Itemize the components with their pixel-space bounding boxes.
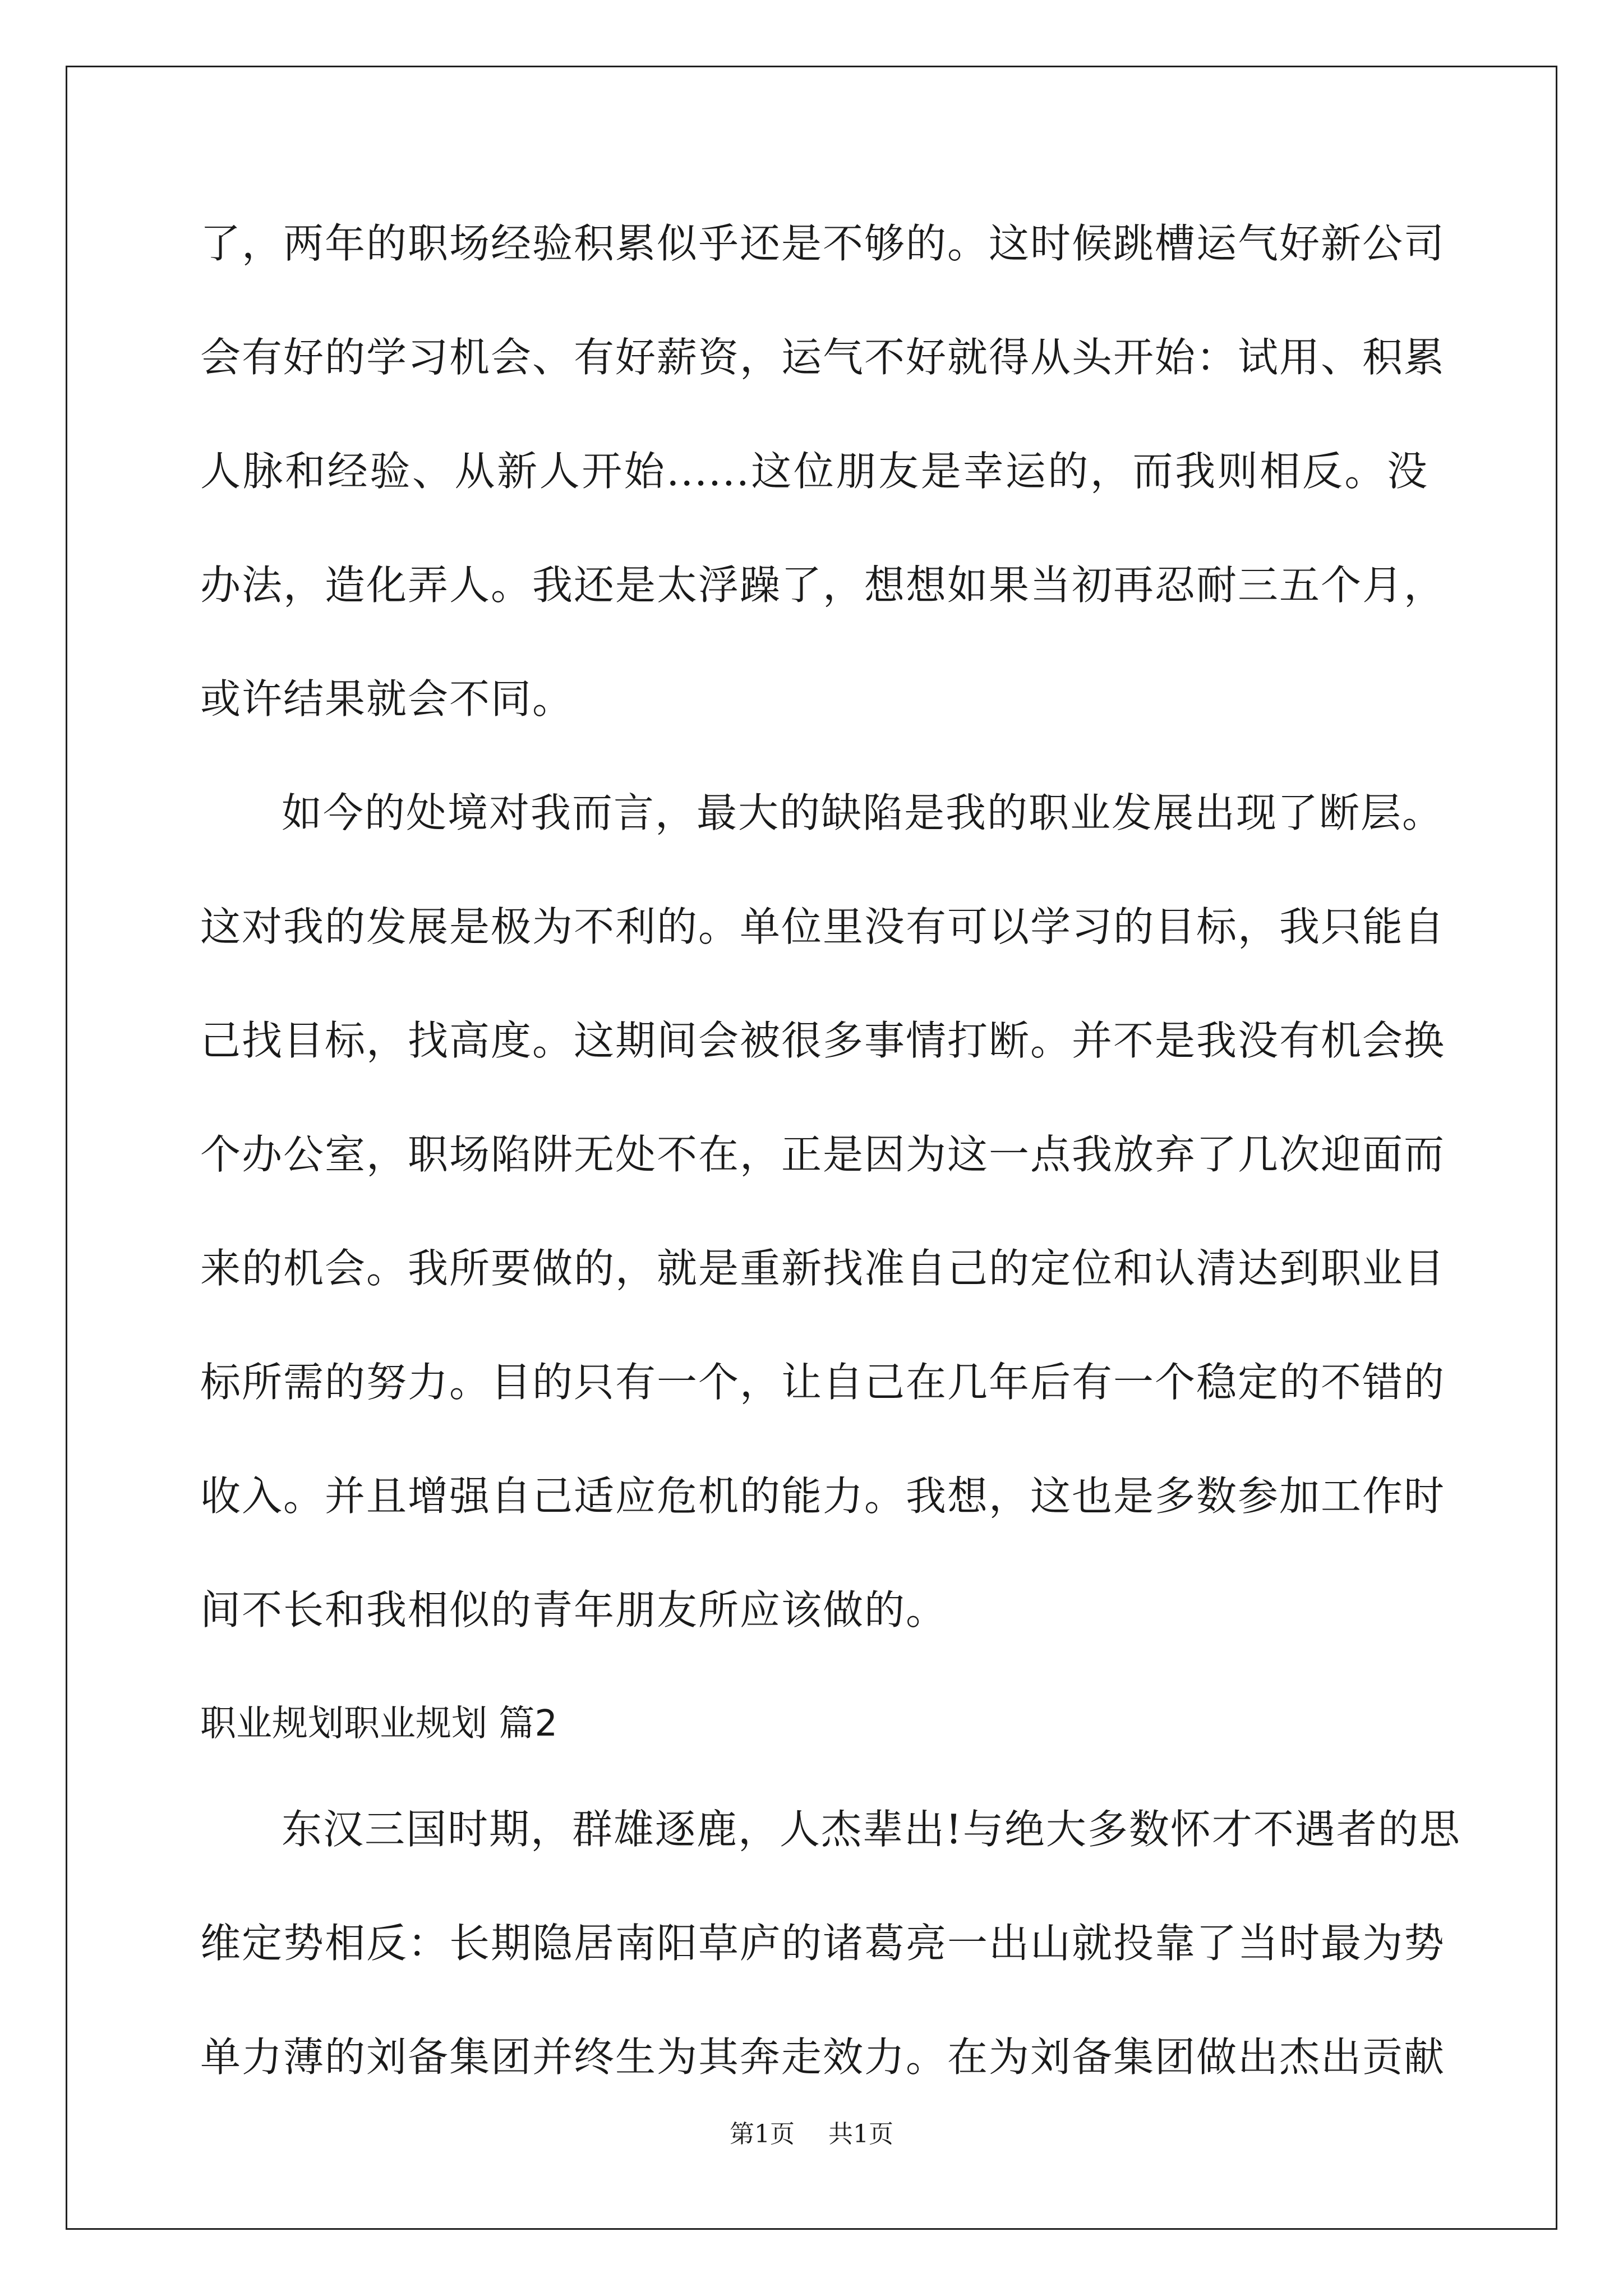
paragraph-line: 标所需的努力。目的只有一个，让自己在几年后有一个稳定的不错的 <box>200 1359 1446 1406</box>
paragraph-line: 己找目标，找高度。这期间会被很多事情打断。并不是我没有机会换 <box>200 1017 1446 1064</box>
paragraph-line: 会有好的学习机会、有好薪资，运气不好就得从头开始：试用、积累 <box>200 334 1446 381</box>
paragraph-line: 间不长和我相似的青年朋友所应该做的。 <box>200 1586 948 1634</box>
paragraph-line: 单力薄的刘备集团并终生为其奔走效力。在为刘备集团做出杰出贡献 <box>200 2033 1446 2081</box>
paragraph-line: 了，两年的职场经验积累似乎还是不够的。这时候跳槽运气好新公司 <box>200 220 1446 267</box>
paragraph-line: 如今的处境对我而言，最大的缺陷是我的职业发展出现了断层。 <box>282 789 1444 836</box>
page-footer <box>0 2114 1623 2150</box>
page-number-total: 共1页 <box>828 2120 893 2148</box>
page-number-current: 第1页 <box>730 2120 795 2148</box>
document-body <box>200 205 1461 2132</box>
paragraph-line: 人脉和经验、从新人开始......这位朋友是幸运的，而我则相反。没 <box>200 448 1428 495</box>
paragraph-line: 收入。并且增强自己适应危机的能力。我想，这也是多数参加工作时 <box>200 1473 1446 1520</box>
paragraph-line: 来的机会。我所要做的，就是重新找准自己的定位和认清达到职业目 <box>200 1245 1446 1292</box>
paragraph-line: 东汉三国时期，群雄逐鹿，人杰辈出!与绝大多数怀才不遇者的思 <box>282 1806 1461 1853</box>
paragraph-line: 个办公室，职场陷阱无处不在，正是因为这一点我放弃了几次迎面而 <box>200 1131 1446 1178</box>
paragraph-line: 办法，造化弄人。我还是太浮躁了，想想如果当初再忍耐三五个月， <box>200 562 1446 609</box>
section-heading: 职业规划职业规划 篇2 <box>200 1703 558 1745</box>
paragraph-line: 或许结果就会不同。 <box>200 675 574 723</box>
paragraph-line: 维定势相反：长期隐居南阳草庐的诸葛亮一出山就投靠了当时最为势 <box>200 1920 1446 1967</box>
paragraph-line: 这对我的发展是极为不利的。单位里没有可以学习的目标，我只能自 <box>200 903 1446 950</box>
